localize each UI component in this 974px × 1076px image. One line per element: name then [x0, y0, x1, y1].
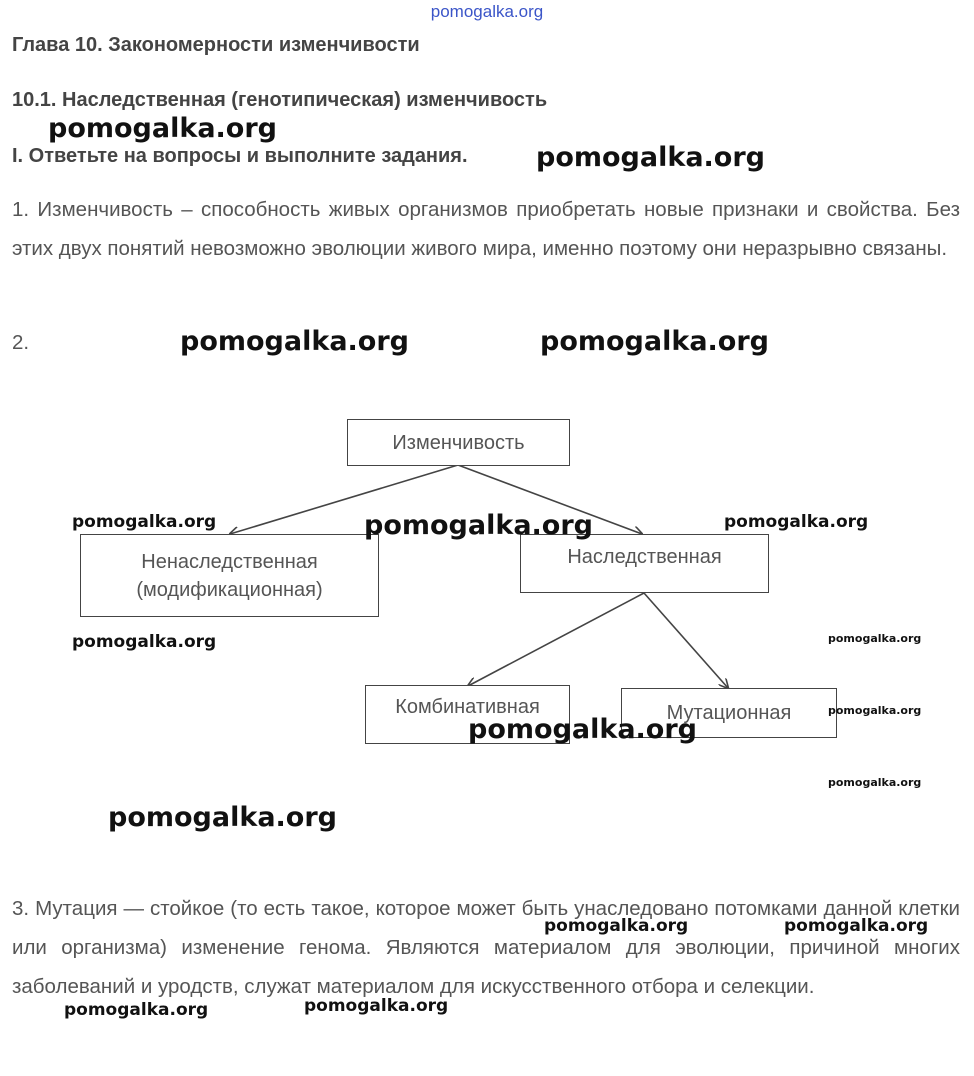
- arrow-hereditary-to-combinative: [468, 593, 644, 686]
- watermark: pomogalka.org: [64, 1000, 209, 1020]
- watermark: pomogalka.org: [468, 714, 697, 745]
- watermark: pomogalka.org: [540, 326, 769, 357]
- box-combinative-label: Комбинативная: [395, 696, 540, 718]
- answer-2-label: 2.: [12, 331, 30, 354]
- box-variability-label: Изменчивость: [392, 431, 525, 454]
- box-nonhereditary-label-line2: (модификационная): [136, 578, 323, 601]
- box-nonhereditary-label-line1: Ненаследственная: [141, 550, 318, 573]
- box-mutational-label: Мутационная: [666, 702, 792, 724]
- watermark: pomogalka.org: [724, 512, 869, 532]
- watermark: pomogalka.org: [108, 802, 337, 833]
- watermark: pomogalka.org: [784, 916, 929, 936]
- box-variability: [347, 419, 570, 466]
- watermark: pomogalka.org: [364, 510, 593, 541]
- watermark: pomogalka.org: [304, 996, 449, 1016]
- answer-3-text: 3. Мутация — стойкое (то есть такое, которое может быть унаследовано потомками данной клетки или организма) изменение генома. Являются материалом для эволюции, причиной многих заболеваний и уродств, служат материалом для искусственного отбора и селекции.: [12, 897, 960, 998]
- subsection-title: I. Ответьте на вопросы и выполните задания.: [12, 145, 468, 167]
- chapter-title: Глава 10. Закономерности изменчивости: [12, 34, 420, 56]
- watermark: pomogalka.org: [48, 113, 277, 144]
- answer-1-text: 1. Изменчивость – способность живых организмов приобретать новые признаки и свойства. Без этих двух понятий невозможно эволюции живого мира, именно поэтому они неразрывно связаны.: [12, 198, 960, 260]
- box-hereditary-label: Наследственная: [567, 546, 722, 568]
- arrow-hereditary-to-mutational: [644, 593, 728, 688]
- top-site-watermark: pomogalka.org: [430, 2, 544, 21]
- section-title: 10.1. Наследственная (генотипическая) изменчивость: [12, 89, 548, 111]
- watermark: pomogalka.org: [828, 704, 922, 717]
- watermark: pomogalka.org: [828, 632, 922, 645]
- watermark: pomogalka.org: [544, 916, 689, 936]
- watermark: pomogalka.org: [536, 142, 765, 173]
- box-hereditary: [520, 534, 769, 593]
- watermark: pomogalka.org: [180, 326, 409, 357]
- box-nonhereditary: [80, 534, 379, 617]
- watermark: pomogalka.org: [72, 632, 217, 652]
- watermark: pomogalka.org: [72, 512, 217, 532]
- watermark: pomogalka.org: [828, 776, 922, 789]
